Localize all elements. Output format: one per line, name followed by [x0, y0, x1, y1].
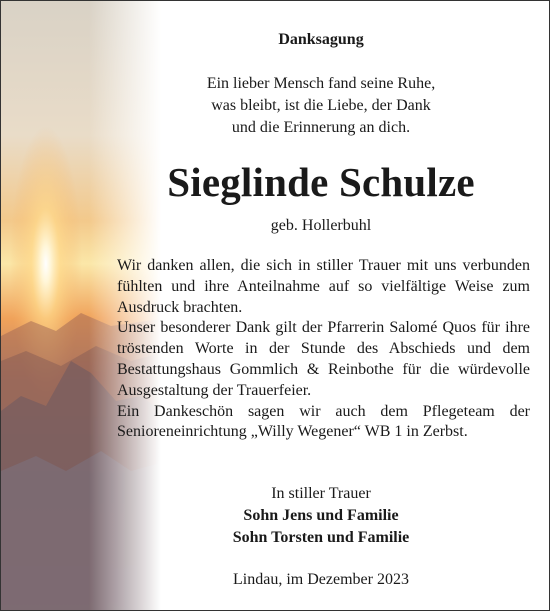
verse-line: Ein lieber Mensch fand seine Ruhe,	[206, 75, 436, 92]
place-and-date: Lindau, im Dezember 2023	[233, 571, 409, 588]
thank-you-text	[117, 256, 530, 443]
mourner-name: Sohn Torsten und Familie	[232, 529, 410, 546]
notice-content	[111, 1, 531, 611]
mourner-name: Sohn Jens und Familie	[243, 507, 399, 524]
thank-you-paragraph: Ein Dankeschön sagen wir auch dem Pflegeteam der Senioreneinrichtung „Willy Wegener“ WB 1 in Zerbst.	[117, 402, 530, 441]
verse-line: was bleibt, ist die Liebe, der Dank	[211, 97, 431, 114]
birth-name: geb. Hollerbuhl	[270, 217, 372, 234]
thank-you-paragraph: Unser besonderer Dank gilt der Pfarrerin Salomé Quos für ihre tröstenden Worte in der Stunde des Abschieds und dem Bestattungshaus Gommlich & Reinbothe für die würdevolle Ausgestaltung der Trauerfeier.	[117, 319, 530, 399]
verse-line: und die Erinnerung an dich.	[231, 119, 411, 136]
mourners-block	[111, 483, 531, 549]
deceased-name: Sieglinde Schulze	[167, 159, 475, 205]
mourning-intro: In stiller Trauer	[271, 485, 371, 502]
thank-you-paragraph: Wir danken allen, die sich in stiller Trauer mit uns verbunden fühlten und ihre Anteilnahme auf so vielfältige Weise zum Ausdruck brachten.	[117, 257, 530, 316]
notice-heading: Danksagung	[278, 31, 364, 48]
memorial-verse	[111, 73, 531, 139]
